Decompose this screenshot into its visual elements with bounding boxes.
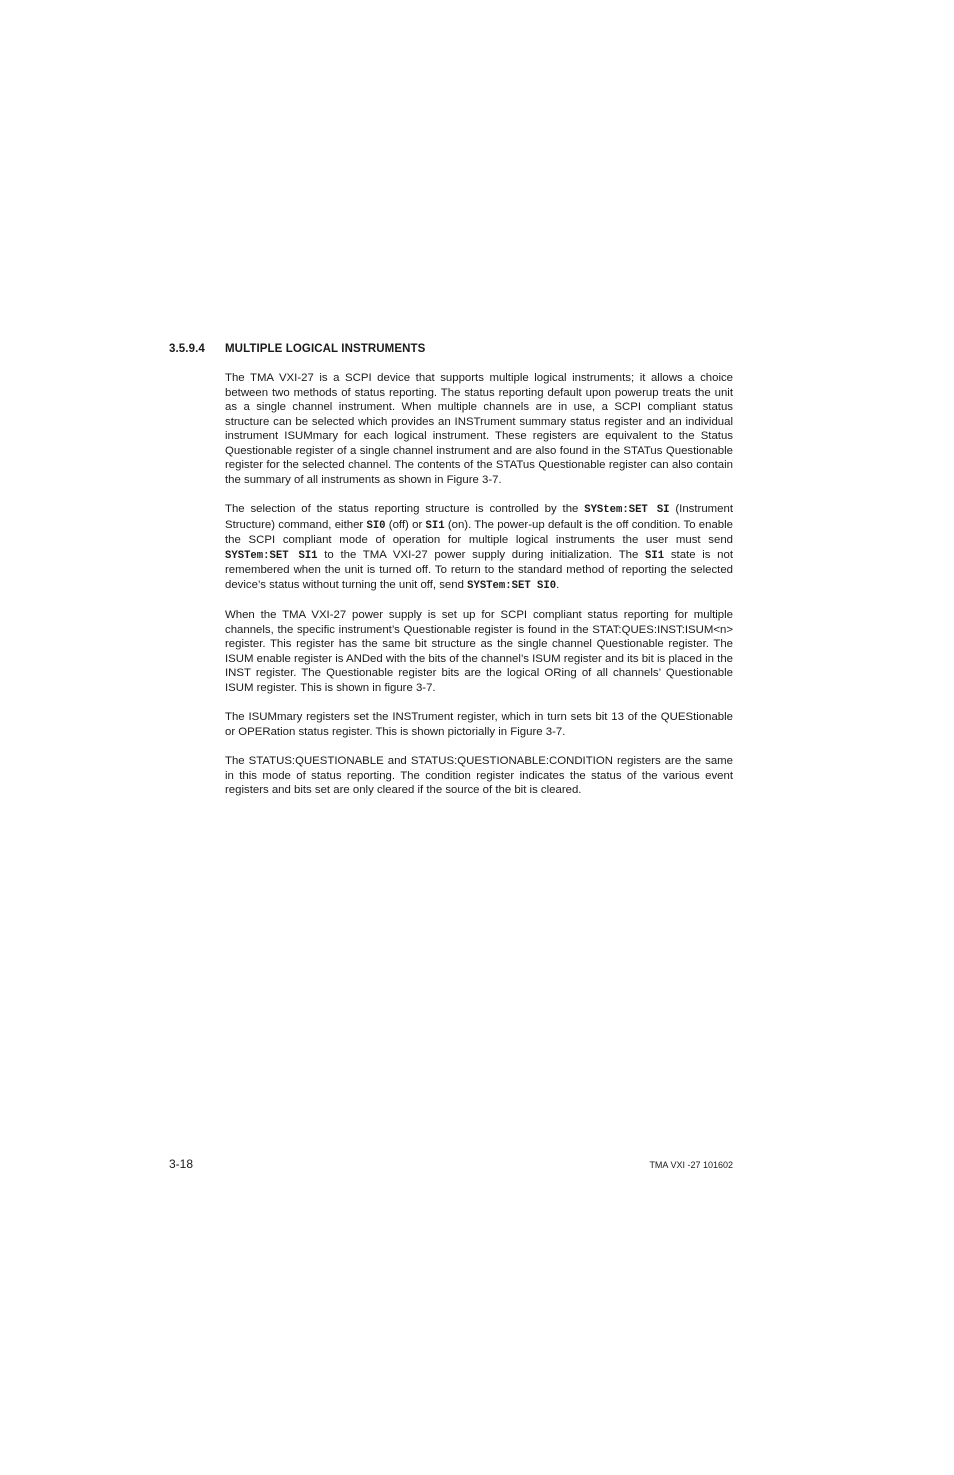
paragraph-intro: The TMA VXI-27 is a SCPI device that supports multiple logical instruments; it allows a choice between two methods of status reporting. The status reporting default upon powerup treats the unit as a single channel instrument. When multiple channels are in use, a SCPI compliant status structure can be selected which provides an INSTrument summary status register and an individual instrument ISUMmary for each logical instrument. These registers are equivalent to the Status Questionable register of a single channel instrument and are also found in the STATus Questionable register for the selected channel. The contents of the STATus Questionable register can also contain the summary of all instruments as shown in Figure 3-7. bbox=[225, 372, 733, 486]
text-run: The selection of the status reporting structure is controlled by the bbox=[225, 503, 585, 515]
document-id: TMA VXI -27 101602 bbox=[649, 1160, 733, 1170]
command-si1: SI1 bbox=[425, 519, 445, 532]
paragraph-selection bbox=[225, 502, 733, 593]
paragraph-isummary: The ISUMmary registers set the INSTrument register, which in turn sets bit 13 of the QUEStionable or OPERation status register. This is shown pictorially in Figure 3-7. bbox=[225, 711, 733, 738]
paragraph-condition: The STATUS:QUESTIONABLE and STATUS:QUESTIONABLE:CONDITION registers are the same in this mode of status reporting. The condition register indicates the status of the various event registers and bits set are only cleared if the source of the bit is cleared. bbox=[225, 755, 733, 796]
text-run: (off) or bbox=[385, 518, 426, 531]
command-system-set-si0: SYSTem:SET SI0 bbox=[467, 579, 557, 592]
text-run: state is not remembered when the unit is turned off. To return to the standard method of reporting the selected device’s status without turning the unit off, send bbox=[225, 548, 733, 591]
body-text bbox=[225, 371, 733, 798]
section-number: 3.5.9.4 bbox=[169, 343, 205, 355]
text-run: to the TMA VXI-27 power supply during initialization. The bbox=[317, 548, 646, 561]
command-si0: SI0 bbox=[366, 519, 386, 532]
section-heading bbox=[169, 343, 769, 355]
section-title: MULTIPLE LOGICAL INSTRUMENTS bbox=[225, 343, 426, 355]
paragraph-multichannel: When the TMA VXI-27 power supply is set up for SCPI compliant status reporting for multiple channels, the specific instrument’s Questionable register is found in the STAT:QUES:INST:ISUM<n> register. This register has the same bit structure as the single channel Questionable register. The ISUM enable register is ANDed with the bits of the channel’s ISUM register and its bit is placed in the INST register. The Questionable register bits are the logical ORing of all channels’ Questionable ISUM register. This is shown in figure 3-7. bbox=[225, 609, 733, 694]
command-system-set-si: SYStem:SET SI bbox=[584, 504, 670, 516]
text-run: (on). The power-up default is the off condition. To enable the SCPI compliant mode of operation for multiple logical instruments the user must send bbox=[225, 518, 734, 546]
text-run: . bbox=[556, 578, 560, 591]
command-system-set-si1: SYSTem:SET SI1 bbox=[225, 549, 318, 562]
text-run: (Instrument Structure) command, either bbox=[225, 503, 733, 531]
page-number: 3-18 bbox=[169, 1157, 194, 1171]
command-si1-state: SI1 bbox=[645, 549, 665, 562]
